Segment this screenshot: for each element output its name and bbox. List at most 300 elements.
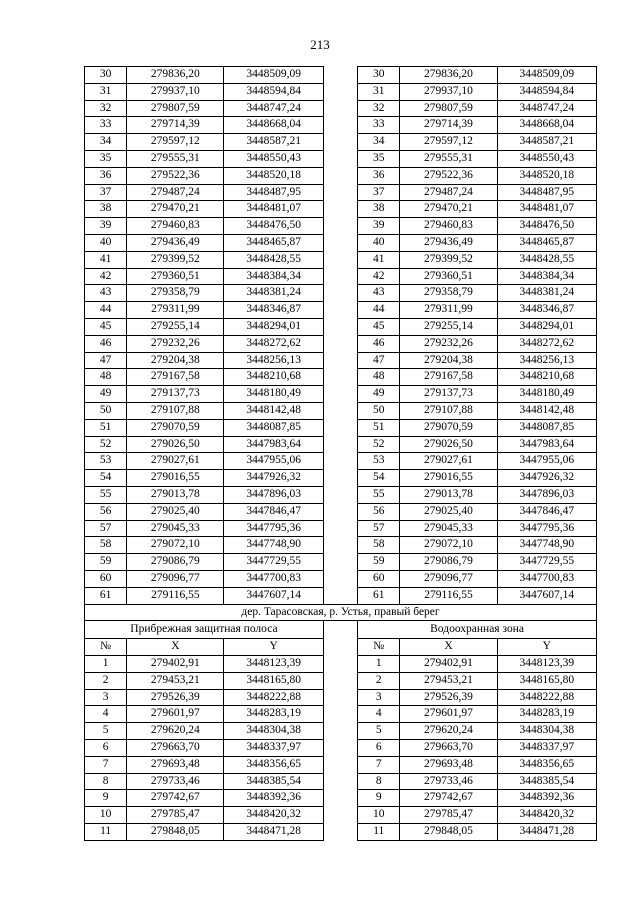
x-coordinate-left: 279025,40 <box>127 503 224 520</box>
left-zone-title: Прибрежная защитная полоса <box>85 621 324 639</box>
table-gap <box>323 352 357 369</box>
y-coordinate-left: 3448520,18 <box>224 167 323 184</box>
x-coordinate-right: 279436,49 <box>400 234 497 251</box>
y-coordinate-right: 3448428,55 <box>497 251 596 268</box>
y-coordinate-right: 3448256,13 <box>497 352 596 369</box>
y-coordinate-left: 3447729,55 <box>224 554 323 571</box>
point-number-right: 45 <box>358 318 400 335</box>
table-row <box>85 824 597 841</box>
x-coordinate-right: 279785,47 <box>400 807 497 824</box>
point-number-left: 55 <box>85 486 127 503</box>
point-number-left: 32 <box>85 100 127 117</box>
table-gap <box>323 436 357 453</box>
x-coordinate-left: 279937,10 <box>127 83 224 100</box>
x-coordinate-right: 279937,10 <box>400 83 497 100</box>
x-coordinate-right: 279027,61 <box>400 453 497 470</box>
table-gap <box>323 150 357 167</box>
y-coordinate-left: 3448465,87 <box>224 234 323 251</box>
table-row <box>85 689 597 706</box>
y-coordinate-right: 3448392,36 <box>497 790 596 807</box>
x-coordinate-left: 279460,83 <box>127 218 224 235</box>
x-coordinate-left: 279399,52 <box>127 251 224 268</box>
x-coordinate-right: 279470,21 <box>400 201 497 218</box>
point-number-right: 41 <box>358 251 400 268</box>
x-coordinate-right: 279453,21 <box>400 672 497 689</box>
y-coordinate-left: 3447846,47 <box>224 503 323 520</box>
table-row <box>85 790 597 807</box>
section-title-row <box>85 604 597 621</box>
y-coordinate-left: 3448509,09 <box>224 67 323 84</box>
table-row <box>85 587 597 604</box>
x-coordinate-right: 279167,58 <box>400 369 497 386</box>
table-gap <box>323 740 357 757</box>
point-number-left: 8 <box>85 773 127 790</box>
x-coordinate-right: 279311,99 <box>400 302 497 319</box>
table-row <box>85 740 597 757</box>
point-number-right: 39 <box>358 218 400 235</box>
x-coordinate-right: 279848,05 <box>400 824 497 841</box>
x-coordinate-right: 279402,91 <box>400 656 497 673</box>
point-number-right: 51 <box>358 419 400 436</box>
y-coordinate-right: 3448520,18 <box>497 167 596 184</box>
table-row <box>85 302 597 319</box>
x-coordinate-right: 279807,59 <box>400 100 497 117</box>
table-row <box>85 167 597 184</box>
y-coordinate-right: 3448283,19 <box>497 706 596 723</box>
right-zone-title: Водоохранная зона <box>358 621 597 639</box>
table-gap <box>323 285 357 302</box>
x-coordinate-left: 279526,39 <box>127 689 224 706</box>
table-gap <box>323 268 357 285</box>
y-coordinate-right: 3448222,88 <box>497 689 596 706</box>
point-number-left: 44 <box>85 302 127 319</box>
col-header-y-right: Y <box>497 639 596 656</box>
table-gap <box>323 251 357 268</box>
y-coordinate-right: 3448476,50 <box>497 218 596 235</box>
table-row <box>85 352 597 369</box>
col-header-x-right: X <box>400 639 497 656</box>
point-number-right: 57 <box>358 520 400 537</box>
table-gap <box>323 554 357 571</box>
point-number-left: 59 <box>85 554 127 571</box>
table-row <box>85 773 597 790</box>
y-coordinate-left: 3448142,48 <box>224 402 323 419</box>
point-number-right: 56 <box>358 503 400 520</box>
col-header-number-right: № <box>358 639 400 656</box>
top-rows <box>85 67 597 605</box>
x-coordinate-left: 279714,39 <box>127 117 224 134</box>
table-gap <box>323 134 357 151</box>
y-coordinate-right: 3448180,49 <box>497 386 596 403</box>
point-number-left: 41 <box>85 251 127 268</box>
table-row <box>85 706 597 723</box>
point-number-right: 3 <box>358 689 400 706</box>
point-number-right: 7 <box>358 756 400 773</box>
point-number-right: 2 <box>358 672 400 689</box>
y-coordinate-right: 3448210,68 <box>497 369 596 386</box>
col-header-y-left: Y <box>224 639 323 656</box>
x-coordinate-left: 279358,79 <box>127 285 224 302</box>
table-row <box>85 537 597 554</box>
x-coordinate-left: 279453,21 <box>127 672 224 689</box>
point-number-left: 56 <box>85 503 127 520</box>
table-gap <box>323 218 357 235</box>
y-coordinate-left: 3447983,64 <box>224 436 323 453</box>
point-number-right: 32 <box>358 100 400 117</box>
x-coordinate-right: 279460,83 <box>400 218 497 235</box>
y-coordinate-left: 3448210,68 <box>224 369 323 386</box>
table-gap <box>323 386 357 403</box>
y-coordinate-right: 3448087,85 <box>497 419 596 436</box>
x-coordinate-right: 279693,48 <box>400 756 497 773</box>
point-number-right: 6 <box>358 740 400 757</box>
point-number-left: 11 <box>85 824 127 841</box>
coordinates-table <box>84 66 597 841</box>
y-coordinate-left: 3448550,43 <box>224 150 323 167</box>
x-coordinate-left: 279311,99 <box>127 302 224 319</box>
table-gap <box>323 83 357 100</box>
x-coordinate-left: 279807,59 <box>127 100 224 117</box>
y-coordinate-right: 3448304,38 <box>497 723 596 740</box>
point-number-left: 35 <box>85 150 127 167</box>
table-gap <box>323 790 357 807</box>
point-number-right: 42 <box>358 268 400 285</box>
table-gap <box>323 167 357 184</box>
table-row <box>85 656 597 673</box>
y-coordinate-right: 3448294,01 <box>497 318 596 335</box>
x-coordinate-right: 279255,14 <box>400 318 497 335</box>
y-coordinate-right: 3448337,97 <box>497 740 596 757</box>
table-gap <box>323 402 357 419</box>
table-row <box>85 672 597 689</box>
point-number-right: 10 <box>358 807 400 824</box>
y-coordinate-right: 3448481,07 <box>497 201 596 218</box>
y-coordinate-right: 3447983,64 <box>497 436 596 453</box>
point-number-right: 8 <box>358 773 400 790</box>
point-number-right: 31 <box>358 83 400 100</box>
y-coordinate-right: 3448356,65 <box>497 756 596 773</box>
y-coordinate-left: 3448420,32 <box>224 807 323 824</box>
y-coordinate-left: 3448381,24 <box>224 285 323 302</box>
y-coordinate-left: 3448356,65 <box>224 756 323 773</box>
point-number-left: 39 <box>85 218 127 235</box>
y-coordinate-right: 3448165,80 <box>497 672 596 689</box>
point-number-left: 54 <box>85 470 127 487</box>
table-gap <box>323 419 357 436</box>
table-row <box>85 453 597 470</box>
table-row <box>85 503 597 520</box>
y-coordinate-left: 3448747,24 <box>224 100 323 117</box>
point-number-left: 61 <box>85 587 127 604</box>
x-coordinate-left: 279601,97 <box>127 706 224 723</box>
point-number-left: 58 <box>85 537 127 554</box>
x-coordinate-left: 279072,10 <box>127 537 224 554</box>
x-coordinate-right: 279107,88 <box>400 402 497 419</box>
point-number-right: 36 <box>358 167 400 184</box>
x-coordinate-right: 279836,20 <box>400 67 497 84</box>
x-coordinate-left: 279116,55 <box>127 587 224 604</box>
table-row <box>85 117 597 134</box>
point-number-left: 36 <box>85 167 127 184</box>
y-coordinate-left: 3448165,80 <box>224 672 323 689</box>
x-coordinate-left: 279555,31 <box>127 150 224 167</box>
y-coordinate-right: 3447795,36 <box>497 520 596 537</box>
point-number-right: 9 <box>358 790 400 807</box>
table-gap <box>323 453 357 470</box>
x-coordinate-left: 279070,59 <box>127 419 224 436</box>
point-number-right: 59 <box>358 554 400 571</box>
table-row <box>85 386 597 403</box>
table-gap <box>323 639 357 656</box>
x-coordinate-right: 279096,77 <box>400 570 497 587</box>
x-coordinate-left: 279360,51 <box>127 268 224 285</box>
point-number-left: 6 <box>85 740 127 757</box>
point-number-left: 47 <box>85 352 127 369</box>
table-gap <box>323 756 357 773</box>
y-coordinate-left: 3448392,36 <box>224 790 323 807</box>
x-coordinate-left: 279255,14 <box>127 318 224 335</box>
y-coordinate-right: 3447700,83 <box>497 570 596 587</box>
y-coordinate-left: 3448087,85 <box>224 419 323 436</box>
y-coordinate-left: 3448594,84 <box>224 83 323 100</box>
x-coordinate-left: 279167,58 <box>127 369 224 386</box>
y-coordinate-left: 3448384,34 <box>224 268 323 285</box>
x-coordinate-right: 279137,73 <box>400 386 497 403</box>
x-coordinate-right: 279733,46 <box>400 773 497 790</box>
x-coordinate-left: 279232,26 <box>127 335 224 352</box>
table-gap <box>323 100 357 117</box>
x-coordinate-left: 279693,48 <box>127 756 224 773</box>
table-gap <box>323 807 357 824</box>
table-gap <box>323 503 357 520</box>
point-number-right: 1 <box>358 656 400 673</box>
table-row <box>85 184 597 201</box>
point-number-left: 43 <box>85 285 127 302</box>
y-coordinate-left: 3448471,28 <box>224 824 323 841</box>
x-coordinate-right: 279232,26 <box>400 335 497 352</box>
x-coordinate-right: 279620,24 <box>400 723 497 740</box>
point-number-right: 5 <box>358 723 400 740</box>
point-number-left: 42 <box>85 268 127 285</box>
y-coordinate-left: 3448272,62 <box>224 335 323 352</box>
section-title: дер. Тарасовская, р. Устья, правый берег <box>85 604 597 621</box>
point-number-right: 54 <box>358 470 400 487</box>
table-gap <box>323 201 357 218</box>
point-number-left: 52 <box>85 436 127 453</box>
y-coordinate-left: 3447795,36 <box>224 520 323 537</box>
y-coordinate-left: 3447896,03 <box>224 486 323 503</box>
x-coordinate-left: 279663,70 <box>127 740 224 757</box>
table-row <box>85 520 597 537</box>
zone-title-row <box>85 621 597 639</box>
y-coordinate-right: 3448142,48 <box>497 402 596 419</box>
point-number-left: 48 <box>85 369 127 386</box>
x-coordinate-left: 279402,91 <box>127 656 224 673</box>
y-coordinate-left: 3448283,19 <box>224 706 323 723</box>
table-gap <box>323 302 357 319</box>
y-coordinate-right: 3448587,21 <box>497 134 596 151</box>
x-coordinate-left: 279597,12 <box>127 134 224 151</box>
table-row <box>85 554 597 571</box>
y-coordinate-left: 3448487,95 <box>224 184 323 201</box>
x-coordinate-left: 279137,73 <box>127 386 224 403</box>
x-coordinate-right: 279026,50 <box>400 436 497 453</box>
y-coordinate-right: 3448420,32 <box>497 807 596 824</box>
y-coordinate-left: 3448385,54 <box>224 773 323 790</box>
section-header <box>85 604 597 656</box>
y-coordinate-right: 3448384,34 <box>497 268 596 285</box>
point-number-right: 37 <box>358 184 400 201</box>
table-row <box>85 723 597 740</box>
x-coordinate-right: 279086,79 <box>400 554 497 571</box>
x-coordinate-right: 279487,24 <box>400 184 497 201</box>
y-coordinate-right: 3448747,24 <box>497 100 596 117</box>
table-row <box>85 251 597 268</box>
page-number: 213 <box>310 37 330 52</box>
point-number-right: 38 <box>358 201 400 218</box>
point-number-left: 46 <box>85 335 127 352</box>
table-gap <box>323 520 357 537</box>
x-coordinate-left: 279522,36 <box>127 167 224 184</box>
table-gap <box>323 706 357 723</box>
x-coordinate-left: 279785,47 <box>127 807 224 824</box>
y-coordinate-left: 3448428,55 <box>224 251 323 268</box>
y-coordinate-left: 3448180,49 <box>224 386 323 403</box>
point-number-right: 55 <box>358 486 400 503</box>
table-gap <box>323 773 357 790</box>
table-row <box>85 150 597 167</box>
y-coordinate-left: 3447700,83 <box>224 570 323 587</box>
table-gap <box>323 824 357 841</box>
table-row <box>85 570 597 587</box>
x-coordinate-left: 279045,33 <box>127 520 224 537</box>
point-number-right: 47 <box>358 352 400 369</box>
point-number-right: 49 <box>358 386 400 403</box>
point-number-left: 7 <box>85 756 127 773</box>
point-number-left: 10 <box>85 807 127 824</box>
y-coordinate-right: 3447955,06 <box>497 453 596 470</box>
point-number-right: 30 <box>358 67 400 84</box>
table-row <box>85 756 597 773</box>
y-coordinate-right: 3448381,24 <box>497 285 596 302</box>
y-coordinate-right: 3448385,54 <box>497 773 596 790</box>
x-coordinate-left: 279848,05 <box>127 824 224 841</box>
point-number-left: 4 <box>85 706 127 723</box>
point-number-left: 34 <box>85 134 127 151</box>
table-gap <box>323 335 357 352</box>
point-number-left: 38 <box>85 201 127 218</box>
x-coordinate-right: 279016,55 <box>400 470 497 487</box>
point-number-right: 58 <box>358 537 400 554</box>
point-number-left: 60 <box>85 570 127 587</box>
table-row <box>85 268 597 285</box>
x-coordinate-right: 279116,55 <box>400 587 497 604</box>
x-coordinate-left: 279026,50 <box>127 436 224 453</box>
point-number-right: 52 <box>358 436 400 453</box>
point-number-right: 43 <box>358 285 400 302</box>
x-coordinate-right: 279360,51 <box>400 268 497 285</box>
x-coordinate-left: 279470,21 <box>127 201 224 218</box>
x-coordinate-right: 279601,97 <box>400 706 497 723</box>
x-coordinate-right: 279714,39 <box>400 117 497 134</box>
table-gap <box>323 184 357 201</box>
y-coordinate-left: 3448304,38 <box>224 723 323 740</box>
y-coordinate-left: 3448476,50 <box>224 218 323 235</box>
table-row <box>85 335 597 352</box>
table-row <box>85 285 597 302</box>
x-coordinate-left: 279016,55 <box>127 470 224 487</box>
point-number-right: 53 <box>358 453 400 470</box>
y-coordinate-right: 3447896,03 <box>497 486 596 503</box>
table-row <box>85 67 597 84</box>
x-coordinate-left: 279436,49 <box>127 234 224 251</box>
y-coordinate-left: 3448294,01 <box>224 318 323 335</box>
point-number-right: 34 <box>358 134 400 151</box>
table-gap <box>323 723 357 740</box>
table-gap <box>323 117 357 134</box>
y-coordinate-left: 3448256,13 <box>224 352 323 369</box>
y-coordinate-left: 3448346,87 <box>224 302 323 319</box>
point-number-left: 5 <box>85 723 127 740</box>
table-gap <box>323 689 357 706</box>
table-row <box>85 470 597 487</box>
point-number-right: 61 <box>358 587 400 604</box>
point-number-right: 60 <box>358 570 400 587</box>
x-coordinate-left: 279204,38 <box>127 352 224 369</box>
y-coordinate-left: 3447955,06 <box>224 453 323 470</box>
table-gap <box>323 318 357 335</box>
x-coordinate-left: 279086,79 <box>127 554 224 571</box>
point-number-left: 49 <box>85 386 127 403</box>
y-coordinate-left: 3448587,21 <box>224 134 323 151</box>
x-coordinate-right: 279663,70 <box>400 740 497 757</box>
point-number-left: 50 <box>85 402 127 419</box>
table-row <box>85 436 597 453</box>
table-row <box>85 419 597 436</box>
x-coordinate-left: 279013,78 <box>127 486 224 503</box>
x-coordinate-right: 279045,33 <box>400 520 497 537</box>
y-coordinate-left: 3448668,04 <box>224 117 323 134</box>
x-coordinate-left: 279742,67 <box>127 790 224 807</box>
point-number-left: 53 <box>85 453 127 470</box>
y-coordinate-right: 3447846,47 <box>497 503 596 520</box>
x-coordinate-right: 279025,40 <box>400 503 497 520</box>
y-coordinate-right: 3448123,39 <box>497 656 596 673</box>
y-coordinate-right: 3448465,87 <box>497 234 596 251</box>
y-coordinate-right: 3448346,87 <box>497 302 596 319</box>
x-coordinate-right: 279072,10 <box>400 537 497 554</box>
point-number-left: 37 <box>85 184 127 201</box>
y-coordinate-right: 3447926,32 <box>497 470 596 487</box>
point-number-right: 11 <box>358 824 400 841</box>
table-gap <box>323 621 357 639</box>
y-coordinate-right: 3448471,28 <box>497 824 596 841</box>
table-row <box>85 100 597 117</box>
point-number-left: 51 <box>85 419 127 436</box>
table-gap <box>323 234 357 251</box>
table-gap <box>323 369 357 386</box>
table-gap <box>323 672 357 689</box>
y-coordinate-left: 3448123,39 <box>224 656 323 673</box>
table-row <box>85 218 597 235</box>
point-number-left: 33 <box>85 117 127 134</box>
y-coordinate-left: 3447748,90 <box>224 537 323 554</box>
point-number-right: 35 <box>358 150 400 167</box>
y-coordinate-right: 3448509,09 <box>497 67 596 84</box>
table-gap <box>323 470 357 487</box>
table-gap <box>323 67 357 84</box>
col-header-x-left: X <box>127 639 224 656</box>
